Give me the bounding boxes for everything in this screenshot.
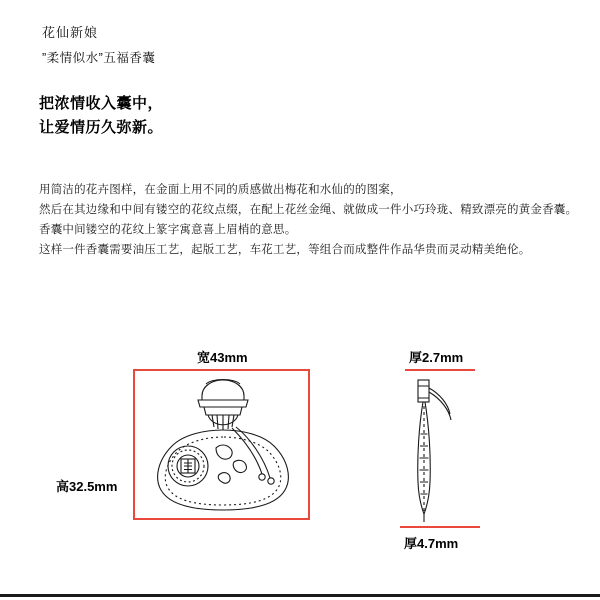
thickness-bottom-dimension-label: 厚4.7mm [404, 536, 459, 551]
description-line-2: 然后在其边缘和中间有镂空的花纹点缀，在配上花丝金绳、就做成一件小巧玲珑、精致漂亮的黄金香囊。 [39, 204, 578, 216]
page-subtitle: ”柔情似水”五福香囊 [42, 51, 156, 65]
slogan-line-2: 让爱情历久弥新。 [39, 119, 164, 136]
description-line-3: 香囊中间镂空的花纹上篆字寓意喜上眉梢的意思。 [39, 224, 297, 236]
thickness-top-dimension-line [405, 369, 475, 371]
page-title: 花仙新娘 [42, 25, 99, 40]
description-block [39, 180, 577, 260]
side-view-sachet [396, 374, 486, 526]
description-line-1: 用简洁的花卉图样，在金面上用不同的质感做出梅花和水仙的的图案， [39, 184, 402, 196]
front-view-sachet [128, 374, 318, 524]
technical-drawing [0, 330, 600, 570]
description-line-4: 这样一件香囊需要油压工艺，起版工艺，车花工艺，等组合而成整件作品华贵而灵动精美绝伦。 [39, 244, 531, 256]
thickness-top-dimension-label: 厚2.7mm [409, 350, 464, 365]
slogan-line-1: 把浓情收入囊中， [39, 95, 164, 112]
footer-divider [0, 594, 600, 597]
height-dimension-label: 高32.5mm [56, 479, 118, 494]
width-dimension-line [133, 369, 310, 371]
width-dimension-label: 宽43mm [197, 350, 248, 365]
slogan-block [39, 92, 163, 140]
thickness-bottom-dimension-line [400, 526, 480, 528]
